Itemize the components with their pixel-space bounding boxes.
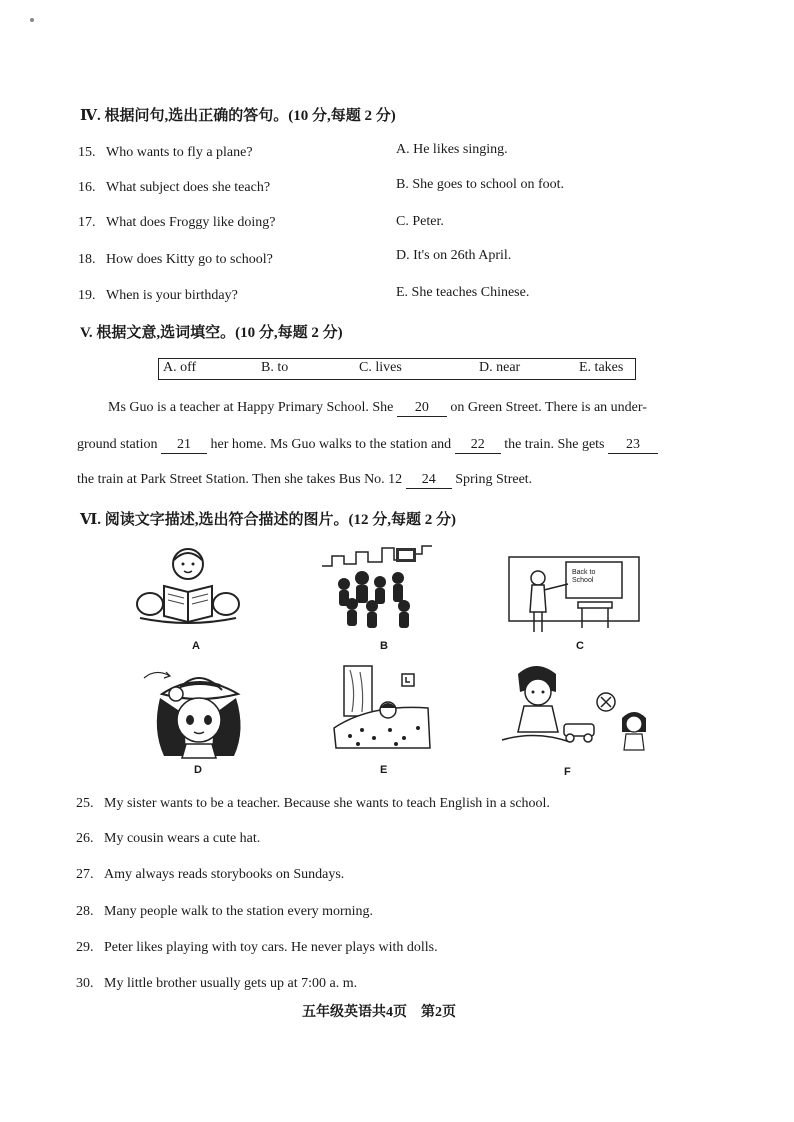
statement-number: 28. [76,904,94,919]
question-number: 17. [78,215,96,230]
picture-d-girl-hat [142,664,254,760]
blank-23: 23 [608,437,658,454]
statement-number: 26. [76,831,94,846]
passage-text: on Green Street. There is an under- [450,400,647,415]
picture-label-c: C [576,640,584,652]
blank-22: 22 [455,437,501,454]
word-bank [158,358,636,380]
word-option: D. near [479,360,521,375]
picture-b-crowd-walking [322,544,434,636]
statement-text: Amy always reads storybooks on Sundays. [104,867,345,882]
question-text: When is your birthday? [106,288,238,303]
statement-text: My sister wants to be a teacher. Because she wants to teach English in a school. [104,796,550,811]
passage-line-1 [108,400,647,417]
picture-label-e: E [380,764,388,776]
passage-text: ground station [77,437,158,452]
word-option: B. to [261,360,289,375]
statement-number: 25. [76,796,94,811]
question-19 [78,288,238,304]
statement-number: 29. [76,940,94,955]
question-number: 16. [78,180,96,195]
statement-30 [76,976,357,992]
question-18 [78,252,273,268]
blank-21: 21 [161,437,207,454]
statement-text: My little brother usually gets up at 7:00 a. m. [104,976,358,991]
picture-label-d: D [194,764,202,776]
picture-c-teacher-board [508,556,640,636]
answer-e: E. She teaches Chinese. [396,285,530,300]
blank-24: 24 [406,472,452,489]
statement-29 [76,940,438,956]
question-number: 19. [78,288,96,303]
section-6-title: Ⅵ. 阅读文字描述,选出符合描述的图片。(12 分,每题 2 分) [80,512,456,528]
page-footer: 五年级英语共4页 第2页 [302,1005,456,1020]
statement-text: Peter likes playing with toy cars. He never plays with dolls. [104,940,438,955]
board-text: Back to School [572,569,596,584]
passage-text: the train. She gets [504,437,605,452]
question-16 [78,180,270,196]
picture-label-a: A [192,640,200,652]
passage-text: her home. Ms Guo walks to the station and [210,437,452,452]
picture-label-f: F [564,766,571,778]
answer-a: A. He likes singing. [396,142,508,157]
statement-28 [76,904,373,920]
passage-text: Ms Guo is a teacher at Happy Primary School. She [108,400,394,415]
word-option: A. off [163,360,197,375]
question-number: 18. [78,252,96,267]
statement-text: My cousin wears a cute hat. [104,831,261,846]
word-option: C. lives [359,360,402,375]
answer-c: C. Peter. [396,214,444,229]
section-5-title: V. 根据文意,选词填空。(10 分,每题 2 分) [80,325,343,341]
blank-20: 20 [397,400,447,417]
answer-b: B. She goes to school on foot. [396,177,564,192]
question-text: How does Kitty go to school? [106,252,273,267]
statement-27 [76,867,344,883]
picture-e-child-in-bed [330,664,434,754]
statement-number: 27. [76,867,94,882]
picture-f-boy-toy-car [496,662,654,756]
answer-d: D. It's on 26th April. [396,248,512,263]
passage-line-3 [77,472,532,489]
statement-26 [76,831,260,847]
picture-label-b: B [380,640,388,652]
statement-25 [76,796,550,812]
word-option: E. takes [579,360,624,375]
question-text: What subject does she teach? [106,180,271,195]
passage-line-2 [77,437,658,454]
question-text: What does Froggy like doing? [106,215,276,230]
statement-text: Many people walk to the station every morning. [104,904,374,919]
question-text: Who wants to fly a plane? [106,145,253,160]
question-17 [78,215,276,231]
passage-text: the train at Park Street Station. Then she takes Bus No. 12 [77,472,403,487]
picture-a-girl-reading [134,546,242,626]
passage-text: Spring Street. [455,472,533,487]
question-number: 15. [78,145,96,160]
statement-number: 30. [76,976,94,991]
scan-speck [30,18,34,22]
section-4-title: Ⅳ. 根据问句,选出正确的答句。(10 分,每题 2 分) [80,108,396,124]
question-15 [78,145,253,161]
